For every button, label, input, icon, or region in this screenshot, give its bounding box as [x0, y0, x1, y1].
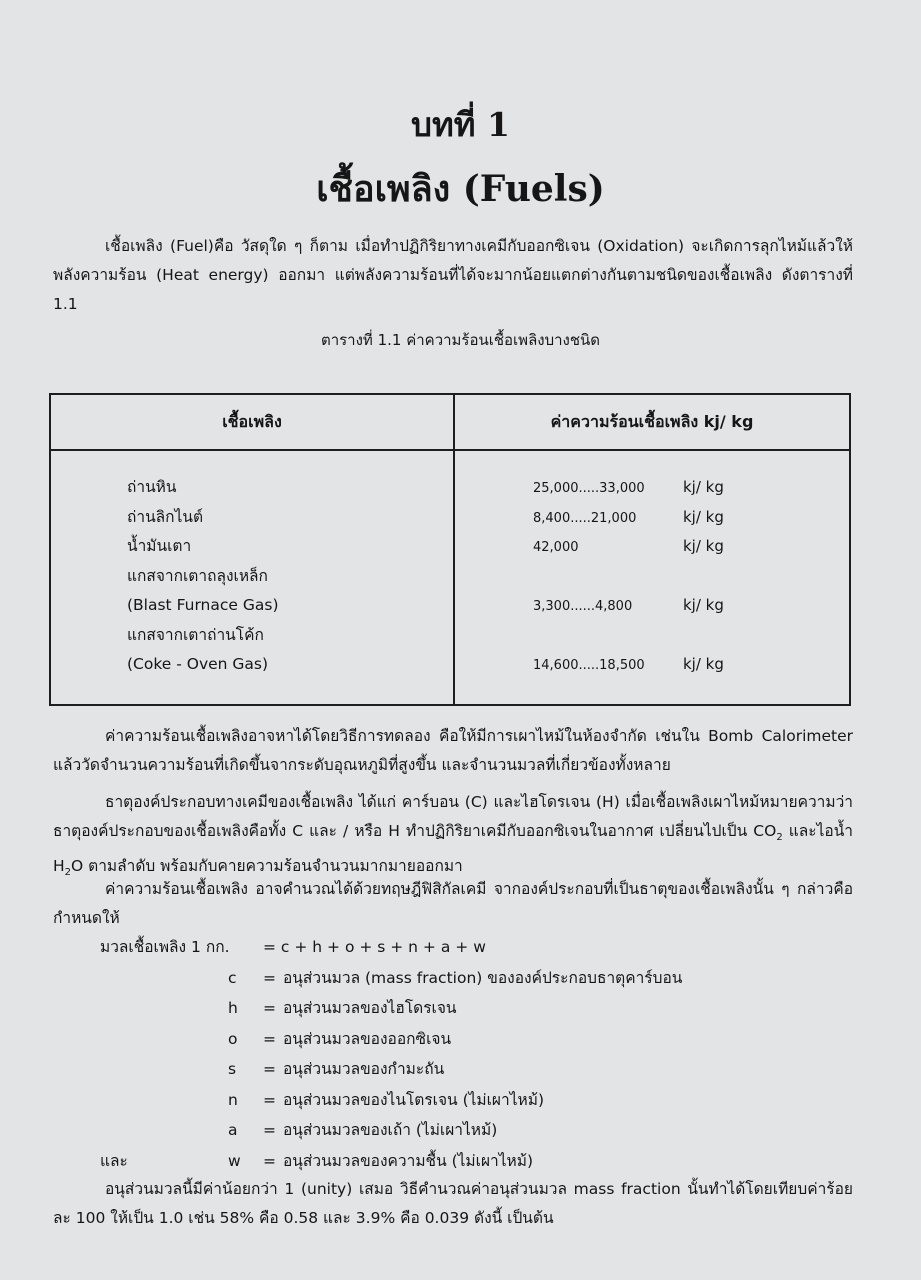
- equals-sign: =: [263, 1151, 276, 1170]
- co2-subscript: 2: [776, 832, 783, 844]
- fuel-name: ถ่านหิน: [127, 478, 177, 496]
- equals-sign: =: [263, 1090, 276, 1109]
- formula-row: [53, 932, 833, 963]
- variable-description: อนุส่วนมวลของกำมะถัน: [283, 1060, 445, 1078]
- equals-sign: =: [263, 999, 276, 1017]
- fuel-name: (Blast Furnace Gas): [127, 596, 279, 614]
- fuel-name: แกสจากเตาถลุงเหล็ก: [127, 566, 268, 585]
- variable-description: อนุส่วนมวลของความชื้น (ไม่เผาไหม้): [283, 1151, 534, 1170]
- variable-symbol: w: [228, 1151, 241, 1170]
- variable-description: อนุส่วนมวลของเถ้า (ไม่เผาไหม้): [283, 1121, 498, 1139]
- variable-definitions: [53, 932, 833, 1176]
- heat-unit: kj/ kg: [683, 596, 724, 614]
- equals-sign: =: [263, 968, 276, 987]
- fuel-heat-table: [49, 393, 851, 706]
- fuel-name: น้ำมันเตา: [127, 537, 192, 555]
- variable-symbol: o: [228, 1029, 238, 1048]
- table-header-heat-value: ค่าความร้อนเชื้อเพลิง kj/ kg: [454, 394, 850, 450]
- heat-unit: kj/ kg: [683, 478, 724, 496]
- variable-description: อนุส่วนมวลของไนโตรเจน (ไม่เผาไหม้): [283, 1090, 544, 1109]
- variable-row: [53, 1085, 833, 1116]
- calculation-text: ค่าความร้อนเชื้อเพลิง อาจคำนวณได้ด้วยทฤษฎีฟิสิกัลเคมี จากองค์ประกอบที่เป็นธาตุของเชื้อเพลิงนั้น ๆ กล่าวคือ กำหนดให้: [53, 880, 853, 927]
- fuel-name: ถ่านลิกไนต์: [127, 507, 204, 526]
- variable-description: อนุส่วนมวล (mass fraction) ขององค์ประกอบธาตุคาร์บอน: [283, 968, 683, 987]
- heat-value: 25,000.....33,000: [533, 481, 645, 496]
- variable-symbol: n: [228, 1090, 238, 1109]
- composition-text-b: และไอน้ำ H: [53, 822, 853, 876]
- variable-row: [53, 1115, 833, 1146]
- variable-symbol: c: [228, 968, 237, 987]
- variable-row: [53, 1146, 833, 1177]
- mass-fraction-text: อนุส่วนมวลนี้มีค่าน้อยกว่า 1 (unity) เสมอ วิธีคำนวณค่าอนุส่วนมวล mass fraction นั้นทำได้โดยเทียบค่าร้อยละ 100 ให้เป็น 1.0 เช่น 58% คือ 0.58 และ 3.9% คือ 0.039 ดังนี้ เป็นต้น: [53, 1180, 853, 1227]
- equals-sign: =: [263, 1060, 276, 1078]
- variable-symbol: h: [228, 999, 238, 1017]
- heat-value-row: [455, 473, 849, 503]
- mass-fraction-paragraph: [53, 1175, 853, 1233]
- equals-sign: =: [263, 1121, 276, 1139]
- variable-description: อนุส่วนมวลของไฮโดรเจน: [283, 999, 457, 1017]
- table-header-fuel: เชื้อเพลิง: [50, 394, 454, 450]
- heat-value: 42,000: [533, 540, 579, 555]
- calculation-paragraph: [53, 875, 853, 933]
- composition-text-c: O ตามลำดับ พร้อมกับคายความร้อนจำนวนมากมายออกมา: [71, 857, 463, 876]
- composition-text-a: ธาตุองค์ประกอบทางเคมีของเชื้อเพลิง ได้แก่ คาร์บอน (C) และไฮโดรเจน (H) เมื่อเชื้อเพลิงเผาไหม้หมายความว่าธาตุองค์ประกอบของเชื้อเพลิงคือทั้ง C และ / หรือ H ทำปฏิกิริยาเคมีกับออกซิเจนในอากาศ เปลี่ยนไปเป็น CO: [53, 793, 853, 840]
- formula-rhs: = c + h + o + s + n + a + w: [263, 938, 486, 956]
- heat-unit: kj/ kg: [683, 655, 724, 673]
- chapter-heading: บทที่ 1: [411, 105, 510, 144]
- heat-value-row: [455, 532, 849, 562]
- intro-text: เชื้อเพลิง (Fuel)คือ วัสดุใด ๆ ก็ตาม เมื่อทำปฏิกิริยาทางเคมีกับออกซิเจน (Oxidation) จะเกิดการลุกไหม้แล้วให้พลังความร้อน (Heat energy) ออกมา แต่พลังความร้อนที่ได้จะมากน้อยแตกต่างกันตามชนิดของเชื้อเพลิง ดังตารางที่ 1.1: [53, 237, 853, 313]
- fuel-name: (Coke - Oven Gas): [127, 655, 269, 673]
- variable-row: [53, 963, 833, 994]
- measurement-text: ค่าความร้อนเชื้อเพลิงอาจหาได้โดยวิธีการทดลอง คือให้มีการเผาไหม้ในห้องจำกัด เช่นใน Bomb Calorimeter แล้ววัดจำนวนความร้อนที่เกิดขึ้นจากระดับอุณหภูมิที่สูงขึ้น และจำนวนมวลที่เกี่ยวข้องทั้งหลาย: [53, 727, 853, 774]
- composition-paragraph: [53, 788, 853, 887]
- variable-symbol: a: [228, 1121, 238, 1139]
- variable-row: [53, 1024, 833, 1055]
- variable-row: [53, 1054, 833, 1085]
- variable-row: [53, 993, 833, 1024]
- heat-value-row: [455, 562, 849, 592]
- formula-lhs: มวลเชื้อเพลิง 1 กก.: [100, 938, 230, 956]
- heat-unit: kj/ kg: [683, 507, 724, 526]
- measurement-paragraph: [53, 722, 853, 780]
- intro-paragraph: [53, 232, 853, 319]
- fuel-name: แกสจากเตาถ่านโค้ก: [127, 625, 264, 644]
- chapter-title: เชื้อเพลิง (Fuels): [316, 168, 605, 210]
- heat-value-row: [455, 503, 849, 533]
- heat-value-row: [455, 621, 849, 651]
- heat-value: 14,600.....18,500: [533, 658, 645, 673]
- variable-symbol: s: [228, 1060, 237, 1078]
- equals-sign: =: [263, 1029, 276, 1048]
- heat-value-row: [455, 650, 849, 680]
- fuel-name-column: [50, 450, 454, 705]
- heat-value-column: [454, 450, 850, 705]
- table-caption: ตารางที่ 1.1 ค่าความร้อนเชื้อเพลิงบางชนิด: [320, 331, 601, 349]
- heat-value: 8,400.....21,000: [533, 510, 637, 526]
- variable-prefix: และ: [100, 1151, 128, 1170]
- h2o-subscript: 2: [64, 867, 72, 879]
- variable-description: อนุส่วนมวลของออกซิเจน: [283, 1029, 452, 1048]
- heat-unit: kj/ kg: [683, 537, 724, 555]
- heat-value: 3,300......4,800: [533, 599, 633, 614]
- heat-value-row: [455, 591, 849, 621]
